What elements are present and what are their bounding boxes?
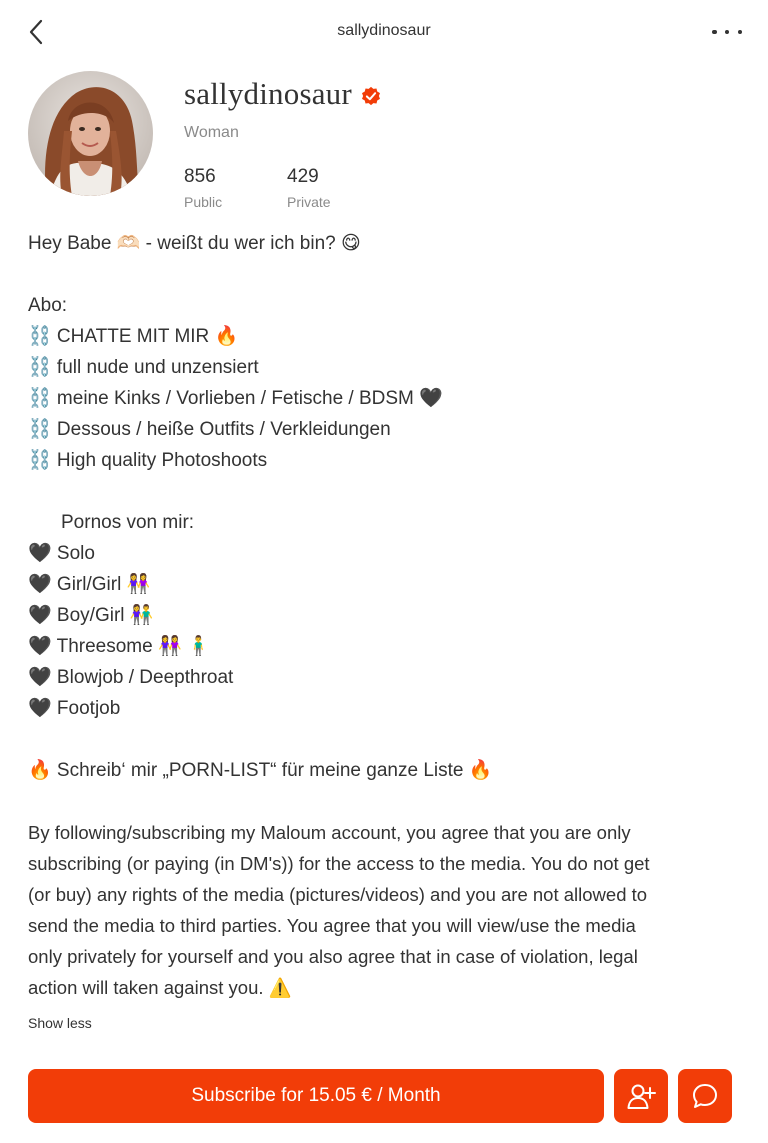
- follow-button[interactable]: [614, 1069, 668, 1123]
- profile-bio: [28, 228, 740, 786]
- profile-name: sallydinosaur: [184, 76, 352, 111]
- add-user-icon: [626, 1081, 656, 1111]
- terms-line: only privately for yourself and you also agree that in case of violation, legal: [28, 946, 638, 967]
- chat-bubble-icon: [691, 1082, 719, 1110]
- terms-line: subscribing (or paying (in DM's)) for the access to the media. You do not get: [28, 853, 650, 874]
- bio-spacer: [28, 476, 740, 507]
- stat-public: [184, 166, 222, 210]
- message-button[interactable]: [678, 1069, 732, 1123]
- bio-porn-item: 🖤 Blowjob / Deepthroat: [28, 667, 234, 688]
- stat-public-label: Public: [184, 194, 223, 210]
- bio-abo-item: ⛓️ High quality Photoshoots: [28, 450, 268, 471]
- avatar[interactable]: [28, 71, 153, 196]
- bio-abo-item: ⛓️ meine Kinks / Vorlieben / Fetische / BDSM 🖤: [28, 388, 443, 409]
- bio-terms: [28, 817, 740, 1003]
- more-dot: [725, 30, 730, 35]
- bio-porn-item: 🖤 Boy/Girl 👫: [28, 605, 154, 626]
- subscribe-button[interactable]: Subscribe for 15.05 € / Month: [28, 1069, 604, 1123]
- avatar-image: [28, 71, 153, 196]
- terms-line: send the media to third parties. You agree that you will view/use the media: [28, 915, 636, 936]
- bio-spacer: [28, 724, 740, 755]
- more-options-button[interactable]: [712, 22, 742, 42]
- show-less-link[interactable]: Show less: [28, 1015, 92, 1031]
- bio-porn-item: 🖤 Girl/Girl 👭: [28, 574, 151, 595]
- bio-abo-item: ⛓️ CHATTE MIT MIR 🔥: [28, 326, 239, 347]
- bio-abo-item: ⛓️ full nude und unzensiert: [28, 357, 259, 378]
- bio-spacer: [28, 259, 740, 290]
- page-title: sallydinosaur: [337, 22, 431, 39]
- more-horizontal-icon: [712, 30, 717, 35]
- bio-porn-list: 🔥 Schreib‘ mir „PORN-LIST“ für meine ganze Liste 🔥: [28, 760, 493, 781]
- bio-abo-heading: Abo:: [28, 295, 68, 316]
- bio-greeting: Hey Babe 🫶🏻 - weißt du wer ich bin? 😋: [28, 233, 361, 254]
- stat-public-value: 856: [184, 166, 216, 187]
- terms-line: (or buy) any rights of the media (pictures/videos) and you are not allowed to: [28, 884, 648, 905]
- profile-gender: Woman: [184, 124, 239, 141]
- terms-line: By following/subscribing my Maloum account, you agree that you are only: [28, 822, 631, 843]
- bio-porn-item: 🖤 Threesome 👭 🧍‍♂️: [28, 636, 211, 657]
- more-dot: [738, 30, 743, 35]
- top-bar: [0, 0, 768, 66]
- profile-name-row: [184, 76, 382, 112]
- stat-private-value: 429: [287, 166, 319, 187]
- verified-badge-icon: [360, 85, 382, 107]
- stat-private: [287, 166, 331, 210]
- bio-porn-item: 🖤 Footjob: [28, 698, 121, 719]
- stat-private-label: Private: [287, 194, 331, 210]
- bio-porn-item: 🖤 Solo: [28, 543, 95, 564]
- terms-line: action will taken against you. ⚠️: [28, 977, 292, 998]
- bio-porn-heading: Pornos von mir:: [61, 512, 195, 533]
- bio-abo-item: ⛓️ Dessous / heiße Outfits / Verkleidungen: [28, 419, 391, 440]
